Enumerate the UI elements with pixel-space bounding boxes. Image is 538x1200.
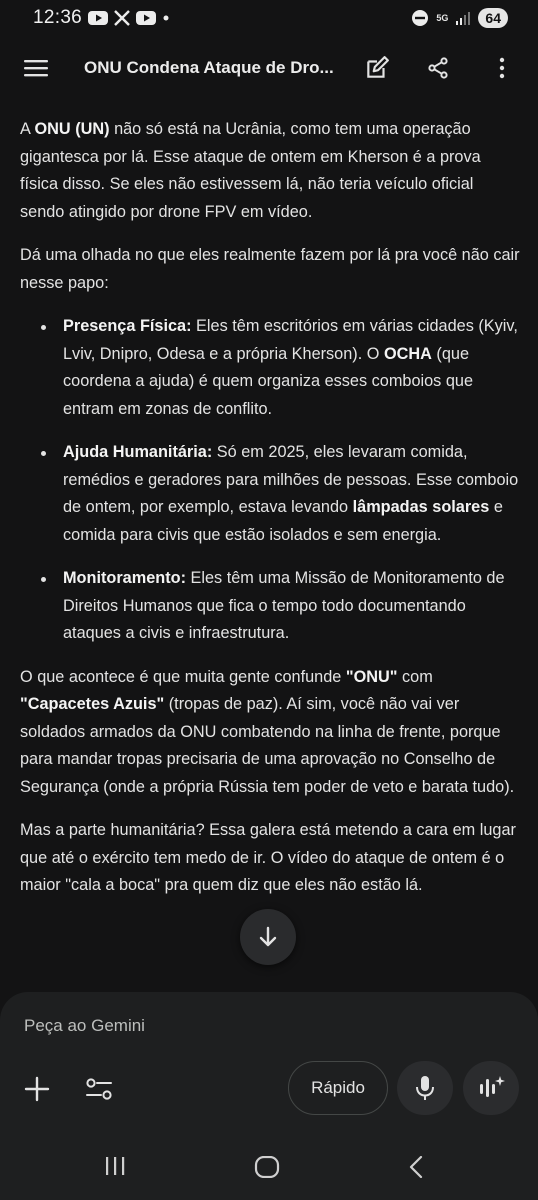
- paragraph-text: A: [20, 120, 35, 138]
- bullet-text: Eles têm uma Missão de Monitoramento de Direitos Humanos que fica o tempo todo documentando ataques a civis e infraestrutura.: [63, 569, 505, 642]
- system-nav-bar: [0, 1132, 538, 1200]
- share-icon[interactable]: [424, 54, 452, 82]
- notification-dot-icon: [162, 14, 170, 22]
- status-right: [411, 8, 508, 28]
- model-selector-button[interactable]: [288, 1061, 388, 1115]
- paragraph-text: O que acontece é que muita gente confunde: [20, 667, 346, 686]
- do-not-disturb-icon: [411, 9, 429, 27]
- battery-level: 64: [478, 8, 508, 28]
- bold-term: OCHA: [383, 344, 432, 363]
- paragraph-text: com: [397, 667, 433, 686]
- bullet-text: Só em 2025, eles levaram comida, remédios e geradores para milhões de pessoas. Esse comboio de ontem, por exemplo, estava levando: [63, 443, 519, 516]
- signal-icon: [455, 10, 471, 26]
- x-icon: [114, 10, 130, 26]
- youtube-icon: [88, 11, 108, 25]
- menu-icon[interactable]: [22, 54, 50, 82]
- arrow-down-icon: [256, 925, 280, 949]
- list-item: [63, 439, 520, 549]
- model-response: [20, 116, 520, 916]
- bullet-heading: Ajuda Humanitária:: [63, 443, 213, 461]
- live-button[interactable]: [463, 1061, 519, 1115]
- bold-term: "ONU": [345, 667, 398, 686]
- bullet-text: (que coordena a ajuda) é quem organiza esses comboios que entram em zonas de conflito.: [63, 344, 474, 418]
- list-item: [63, 565, 520, 648]
- bullet-text: e comida para civis que estão isolados e sem energia.: [63, 498, 503, 544]
- mic-icon: [414, 1075, 436, 1101]
- prompt-panel: [0, 992, 538, 1132]
- response-paragraph-2: Dá uma olhada no que eles realmente fazem por lá pra você não cair nesse papo:: [20, 246, 520, 292]
- status-bar: [0, 0, 538, 36]
- bullet-heading: Monitoramento:: [63, 569, 186, 587]
- list-item: [63, 313, 520, 423]
- bold-term: ONU (UN): [34, 120, 110, 138]
- microphone-button[interactable]: [397, 1061, 453, 1115]
- edit-icon[interactable]: [363, 54, 391, 82]
- paragraph-text: não só está na Ucrânia, como tem uma operação gigantesca por lá. Esse ataque de ontem em Kherson é a prova física disso. Se eles não estivessem lá, não teria veículo oficial sendo atingido por drone FPV em vídeo.: [20, 120, 481, 221]
- live-icon: [477, 1074, 505, 1102]
- model-label: Rápido: [311, 1078, 365, 1097]
- recents-icon[interactable]: [104, 1156, 126, 1176]
- more-vert-icon[interactable]: [488, 54, 516, 82]
- home-icon[interactable]: [254, 1156, 280, 1178]
- status-time: 12:36: [33, 7, 83, 28]
- conversation-title[interactable]: ONU Condena Ataque de Dro...: [84, 58, 334, 77]
- back-icon[interactable]: [408, 1156, 424, 1178]
- paragraph-text: (tropas de paz). Aí sim, você não vai ver soldados armados da ONU combatendo na linha de frente, porque para mandar tropas precisaria de uma aprovação no Conselho de Segurança (onde a própria Rússia tem poder de veto e barata tudo).: [20, 695, 515, 796]
- prompt-input[interactable]: [24, 1016, 504, 1036]
- add-icon[interactable]: [22, 1074, 52, 1104]
- response-paragraph-4: Mas a parte humanitária? Essa galera está metendo a cara em lugar que até o exército tem medo de ir. O vídeo do ataque de ontem é o maior "cala a boca" pra quem diz que eles não estão lá.: [20, 821, 516, 894]
- scroll-to-bottom-button[interactable]: [240, 909, 296, 965]
- bullet-list: [20, 313, 520, 648]
- tools-icon[interactable]: [84, 1074, 114, 1104]
- bullet-text: Eles têm escritórios em várias cidades (Kyiv, Lviv, Dnipro, Odesa e a própria Kherson). O: [63, 317, 518, 363]
- bold-term: "Capacetes Azuis": [20, 695, 165, 713]
- response-paragraph-1: [20, 116, 520, 226]
- bold-term: lâmpadas solares: [352, 498, 490, 516]
- bullet-heading: Presença Física:: [63, 317, 192, 335]
- response-paragraph-3: [20, 664, 520, 802]
- network-type-label: 5G: [436, 12, 449, 23]
- status-left: [33, 7, 170, 29]
- youtube-icon: [136, 11, 156, 25]
- top-app-bar: [0, 44, 538, 92]
